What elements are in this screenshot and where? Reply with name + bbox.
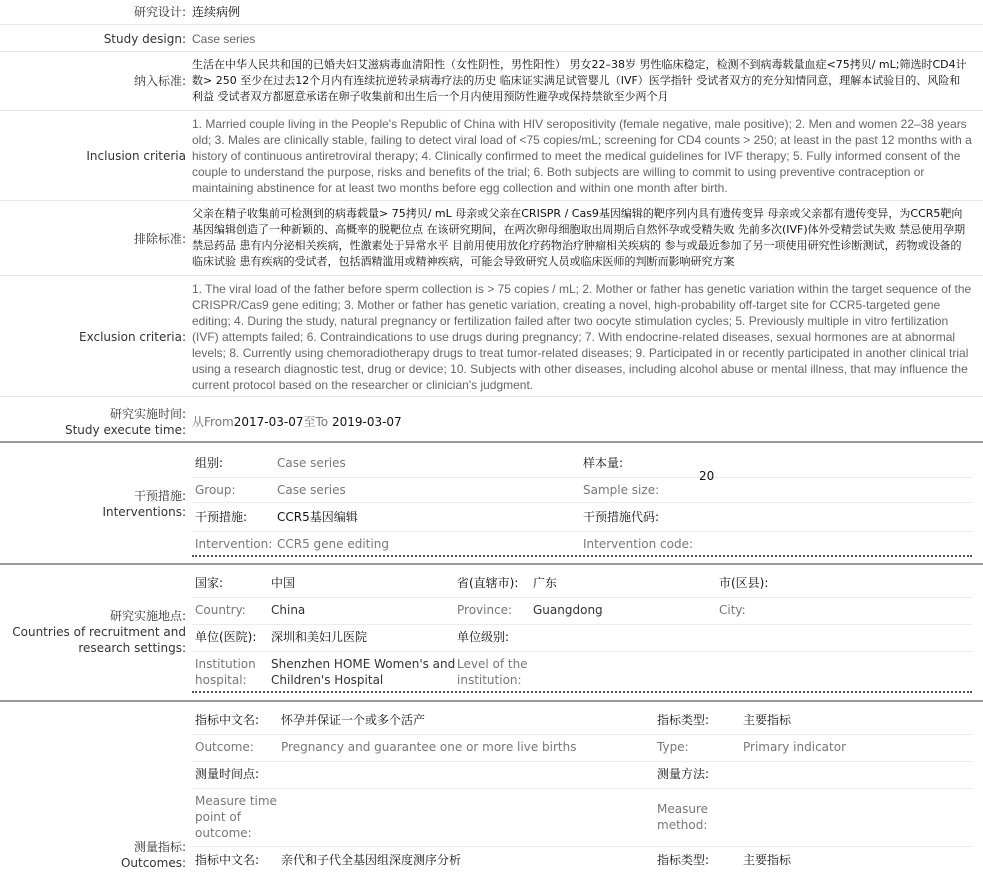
sample-en-label: Sample size:: [583, 483, 660, 497]
code-en-label: Intervention code:: [583, 537, 694, 551]
measure-time-zh-label: 测量时间点:: [195, 767, 260, 781]
measure-time-en-label-2: point of: [195, 810, 241, 824]
execute-time-en-label: Study execute time:: [64, 423, 186, 437]
outcome-type-en-label: Type:: [657, 740, 689, 754]
outcome-type-zh-value: 主要指标: [743, 713, 792, 727]
interventions-zh-label: 干预措施:: [133, 489, 186, 503]
recruit-dotted-divider: [192, 691, 972, 693]
execute-time-zh-label: 研究实施时间:: [109, 407, 186, 421]
inclusion-zh-row: [0, 52, 983, 111]
sample-zh-label: 样本量:: [583, 456, 624, 470]
outcome-line-1: [192, 734, 972, 735]
outcome-line-3: [192, 788, 972, 789]
group-en-value: Case series: [277, 483, 346, 497]
outcomes-en-label: Outcomes:: [120, 856, 186, 870]
inclusion-zh-label: 纳入标准:: [133, 74, 186, 88]
sample-size-value: 20: [699, 469, 715, 483]
exclusion-en-label: Exclusion criteria:: [79, 330, 186, 344]
exclusion-en-value: 1. The viral load of the father before sperm collection is > 75 copies / mL; 2. Mother or father has genetic variation within the target sequence of the CRISPR/Cas9 gene editing; 3. Mother or father has genetic variation, creating a novel, high-probability off-target site for CCR5-targeted gene editing; 4. During the study, natural pregnancy or fertilization failed after two oocyte stimulation cycles; 5. Previously multiple in vitro fertilization (IVF) attempts failed; 6. Contraindications to use drugs during pregnancy; 7. With endocrine-related diseases, sexual hormones are at abnormal levels; 8. Currently using chemoradiotherapy drugs to treat tumor-related diseases; 9. Participated in or recently participated in another clinical trial using a research diagnostic test, drug or device; 10. Subjects with other diseases, including alcohol abuse or mental illness, that may influence the current protocol based on the researcher or clinician's judgment.: [192, 282, 972, 392]
study-design-zh-row: [0, 0, 983, 25]
measure-zh-value: CCR5基因编辑: [277, 510, 358, 524]
outcomes-zh-label: 测量指标:: [133, 840, 186, 854]
measure-method-en-label-1: Measure: [657, 802, 708, 816]
interventions-line-2: [192, 502, 972, 503]
country-en-label: Country:: [195, 603, 246, 617]
outcome2-type-zh-value: 主要指标: [743, 853, 792, 867]
measure-en-label: Intervention:: [195, 537, 273, 551]
group-zh-value: Case series: [277, 456, 346, 470]
institution-zh-label: 单位(医院):: [195, 630, 257, 644]
outcome-name-zh-value: 怀孕并保证一个或多个活产: [281, 713, 426, 727]
outcome-name-zh-label: 指标中文名:: [195, 713, 260, 727]
exclusion-zh-value: 父亲在精子收集前可检测到的病毒载量> 75拷贝/ mL 母亲或父亲在CRISPR / Cas9基因编辑的靶序列内具有遗传变异 母亲或父亲都有遗传变异，为CCR5靶向基因编辑创造了一种新颖的、高概率的脱靶位点 在该研究期间，在两次卵母细胞取出周期后自然怀孕或受精失败 先前多次(IVF)体外受精尝试失败 禁忌使用孕期禁忌药品 患有内分泌相关疾病，性激素处于异常水平 目前用使用放化疗药物治疗肿瘤相关疾病的 参与或最近参加了另一项使用研究性诊断测试，药物或设备的临床试验 患有疾病的受试者，包括酒精滥用或精神疾病，可能会导致研究人员或临床医师的判断而影响研究方案: [192, 207, 966, 268]
inclusion-en-label: Inclusion criteria: [86, 149, 186, 163]
from-label: 从From: [192, 415, 234, 429]
measure-time-en-label-1: Measure time: [195, 794, 277, 808]
level-zh-label: 单位级别:: [457, 630, 510, 644]
outcome2-name-zh-label: 指标中文名:: [195, 853, 260, 867]
outcome-name-en-label: Outcome:: [195, 740, 254, 754]
inclusion-en-row: [0, 111, 983, 201]
outcomes-section: [0, 702, 983, 891]
to-label: 至To: [303, 415, 329, 429]
execute-time-value: [192, 414, 972, 430]
interventions-dotted-divider: [192, 555, 972, 557]
city-en-label: City:: [719, 603, 746, 617]
recruit-line-3: [192, 651, 972, 652]
measure-en-value: CCR5 gene editing: [277, 537, 389, 551]
measure-method-en-label-2: method:: [657, 818, 708, 832]
outcome2-name-zh-value: 亲代和子代全基因组深度测序分析: [281, 853, 462, 867]
outcome2-type-zh-label: 指标类型:: [657, 853, 710, 867]
country-zh-label: 国家:: [195, 576, 224, 590]
from-date: 2017-03-07: [233, 415, 304, 429]
measure-method-zh-label: 测量方法:: [657, 767, 710, 781]
recruitment-en-label-1: Countries of recruitment and: [12, 625, 186, 639]
outcome-line-4: [192, 846, 972, 847]
city-zh-label: 市(区县):: [719, 576, 769, 590]
recruitment-en-label-2: research settings:: [78, 641, 186, 655]
exclusion-zh-row: [0, 201, 983, 276]
outcome-name-en-value: Pregnancy and guarantee one or more live births: [281, 740, 577, 754]
interventions-en-label: Interventions:: [102, 505, 186, 519]
study-design-zh-value: 连续病例: [192, 5, 241, 19]
institution-en-value-1: Shenzhen HOME Women's and: [271, 657, 456, 671]
recruitment-zh-label: 研究实施地点:: [109, 609, 186, 623]
exclusion-zh-label: 排除标准:: [133, 232, 186, 246]
interventions-line-3: [192, 531, 972, 532]
recruit-line-1: [192, 597, 972, 598]
level-en-label-1: Level of the: [457, 657, 528, 671]
inclusion-zh-value: 生活在中华人民共和国的已婚夫妇艾滋病毒血清阳性（女性阴性，男性阳性） 男女22–38岁 男性临床稳定，检测不到病毒载量血症<75拷贝/ mL;筛选时CD4计数> 250 至少在过去12个月内有连续抗逆转录病毒疗法的历史 临床证实满足试管婴儿（IVF）医学指针 受试者双方的充分知情同意，理解本试验目的、风险和利益 受试者双方都愿意承诺在卵子收集前和出生后一个月内使用预防性避孕或保持禁欲至少两个月: [192, 58, 967, 103]
institution-en-label-1: Institution: [195, 657, 256, 671]
province-zh-label: 省(直辖市):: [457, 576, 519, 590]
recruit-line-2: [192, 624, 972, 625]
study-design-zh-label: 研究设计:: [133, 5, 186, 19]
country-zh-value: 中国: [271, 576, 296, 590]
interventions-section: [0, 443, 983, 563]
exclusion-en-row: [0, 276, 983, 397]
recruitment-section: [0, 565, 983, 700]
study-design-en-value: Case series: [192, 32, 256, 46]
study-design-en-row: [0, 25, 983, 52]
measure-zh-label: 干预措施:: [195, 510, 248, 524]
province-en-label: Province:: [457, 603, 513, 617]
institution-en-value-2: Children's Hospital: [271, 673, 384, 687]
execute-time-row: [0, 397, 983, 441]
study-design-en-label: Study design:: [103, 32, 186, 46]
inclusion-en-value: 1. Married couple living in the People's Republic of China with HIV seropositivity (female negative, male positive); 2. Men and women 22–38 years old; 3. Males are clinically stable, failing to detect viral load of <75 copies/mL; screening for CD4 counts > 250; at least in the past 12 months with a history of continuous antiretroviral therapy; 4. Clinically confirmed to meet the medical guidelines for IVF therapy; 5. Fully informed consent of the couple to understand the purpose, risks and benefits of the trial; 6. Both subjects are willing to commit to using preventive contraception or maintaining abstinence for at least two months before egg collection and within one month after birth.: [192, 117, 972, 195]
code-zh-label: 干预措施代码:: [583, 510, 660, 524]
level-en-label-2: institution:: [457, 673, 522, 687]
group-zh-label: 组别:: [195, 456, 224, 470]
interventions-line-1: [192, 477, 972, 478]
group-en-label: Group:: [195, 483, 236, 497]
province-zh-value: 广东: [533, 576, 558, 590]
outcome-type-zh-label: 指标类型:: [657, 713, 710, 727]
province-en-value: Guangdong: [533, 603, 603, 617]
country-en-value: China: [271, 603, 306, 617]
institution-zh-value: 深圳和美妇儿医院: [271, 630, 368, 644]
outcome-type-en-value: Primary indicator: [743, 740, 847, 754]
institution-en-label-2: hospital:: [195, 673, 247, 687]
measure-time-en-label-3: outcome:: [195, 826, 252, 840]
outcome-line-2: [192, 761, 972, 762]
to-date: 2019-03-07: [331, 415, 402, 429]
